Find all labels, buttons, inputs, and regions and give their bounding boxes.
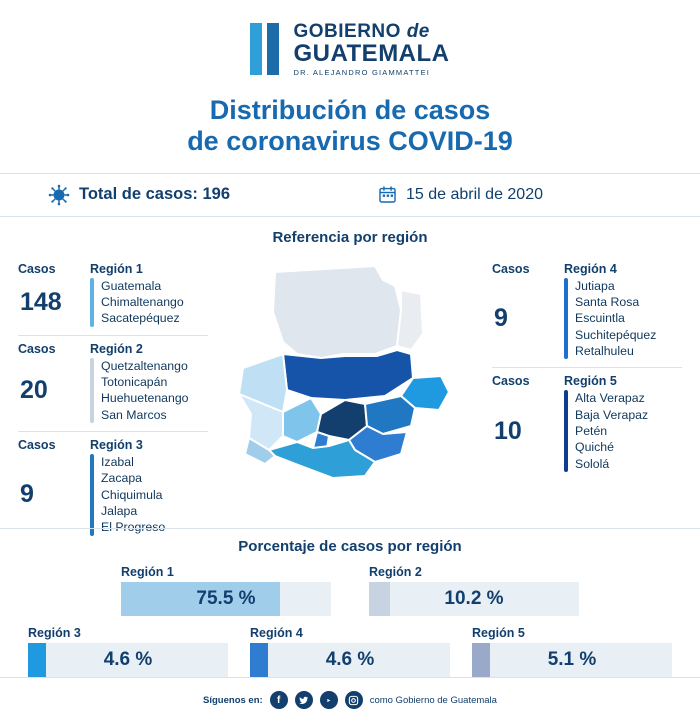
region-cases-4: 9 xyxy=(494,303,508,332)
percent-row-1 xyxy=(0,565,700,616)
region-color-1 xyxy=(90,278,94,327)
percent-label-3: Región 3 xyxy=(28,625,81,640)
region-column-left xyxy=(18,256,208,542)
logo-gobierno: GOBIERNO xyxy=(293,21,401,42)
region-name-3: Región 3 xyxy=(90,438,143,452)
twitter-icon[interactable] xyxy=(295,691,313,709)
department-item: Quetzaltenango xyxy=(101,358,188,373)
calendar-icon xyxy=(378,185,397,204)
department-item: Retalhuleu xyxy=(575,343,634,358)
department-item: Sacatepéquez xyxy=(101,311,180,326)
casos-label-2: Casos xyxy=(18,341,56,356)
percent-value-4: 4.6 % xyxy=(325,648,375,670)
region-cases-3: 9 xyxy=(20,480,34,509)
footer xyxy=(0,677,700,723)
percent-item-region-2 xyxy=(369,565,579,616)
summary-bar xyxy=(0,173,700,217)
reference-section xyxy=(0,246,700,535)
guatemala-map xyxy=(225,250,475,518)
department-item: Zacapa xyxy=(101,471,143,486)
department-item: Alta Verapaz xyxy=(575,391,645,406)
percent-item-region-3 xyxy=(28,626,228,677)
page-title-line-1: Distribución de casos xyxy=(209,94,491,125)
percent-label-1: Región 1 xyxy=(121,564,174,579)
percent-track-3 xyxy=(28,643,228,677)
department-item: Jutiapa xyxy=(575,278,615,293)
department-item: Quiché xyxy=(575,440,614,455)
percent-value-2: 10.2 % xyxy=(444,587,504,609)
logo-line-1 xyxy=(293,22,449,41)
region-color-5 xyxy=(564,390,568,472)
percent-value-1: 75.5 % xyxy=(196,587,256,609)
region-departments-4 xyxy=(575,278,656,360)
department-item: Escuintla xyxy=(575,311,625,326)
region-departments-2 xyxy=(101,358,189,423)
region-departments-1 xyxy=(101,278,184,327)
percent-item-region-4 xyxy=(250,626,450,677)
page-title xyxy=(0,95,700,157)
region-name-2: Región 2 xyxy=(90,341,143,356)
percent-value-5: 5.1 % xyxy=(547,648,597,670)
brand-logo xyxy=(0,0,700,77)
map-region-peten xyxy=(273,266,401,358)
footer-account-label: como Gobierno de Guatemala xyxy=(369,694,497,706)
logo-president: DR. ALEJANDRO GIAMMATTEI xyxy=(293,68,431,77)
reference-section-title: Referencia por región xyxy=(272,228,428,246)
percent-track-4 xyxy=(250,643,450,677)
region-name-1: Región 1 xyxy=(90,261,143,276)
follow-label: Síguenos en: xyxy=(203,694,263,706)
region-color-3 xyxy=(90,454,94,536)
percent-item-region-1 xyxy=(121,565,331,616)
department-item: Suchitepéquez xyxy=(575,327,657,342)
casos-label-4: Casos xyxy=(492,261,530,276)
youtube-icon[interactable] xyxy=(320,691,338,709)
department-item: Santa Rosa xyxy=(575,294,640,309)
report-date-group xyxy=(350,185,700,204)
percent-label-2: Región 2 xyxy=(369,564,422,579)
total-cases-label: Total de casos: 196 xyxy=(79,185,231,204)
map-region-norte xyxy=(283,350,413,400)
percent-section-title: Porcentaje de casos por región xyxy=(238,537,462,555)
percent-row-2 xyxy=(0,626,700,677)
department-item: Jalapa xyxy=(101,504,138,519)
virus-icon xyxy=(48,184,70,206)
department-item: Huehuetenango xyxy=(101,391,189,406)
region-cases-2: 20 xyxy=(20,375,48,404)
region-block-3 xyxy=(18,432,208,542)
percent-chart xyxy=(0,528,700,673)
logo-de: de xyxy=(406,21,430,42)
region-departments-3 xyxy=(101,454,165,536)
department-item: San Marcos xyxy=(101,407,167,422)
region-departments-5 xyxy=(575,390,648,472)
region-block-5 xyxy=(492,368,682,478)
instagram-icon[interactable] xyxy=(345,691,363,709)
map-region-belize xyxy=(397,290,423,350)
region-color-4 xyxy=(564,278,568,360)
department-item: Totonicapán xyxy=(101,374,168,389)
region-color-2 xyxy=(90,358,94,423)
region-cases-5: 10 xyxy=(494,416,522,445)
department-item: El Progreso xyxy=(101,520,166,535)
department-item: Sololá xyxy=(575,456,610,471)
report-date: 15 de abril de 2020 xyxy=(406,185,543,203)
total-cases-group xyxy=(0,184,350,206)
percent-value-3: 4.6 % xyxy=(103,648,153,670)
region-column-right xyxy=(492,256,682,478)
logo-guatemala: GUATEMALA xyxy=(293,40,450,67)
region-name-4: Región 4 xyxy=(564,261,617,276)
percent-label-4: Región 4 xyxy=(250,625,303,640)
percent-track-5 xyxy=(472,643,672,677)
department-item: Chiquimula xyxy=(101,487,163,502)
page-title-line-2: de coronavirus COVID-19 xyxy=(187,125,513,156)
department-item: Chimaltenango xyxy=(101,294,184,309)
facebook-icon[interactable]: f xyxy=(270,691,288,709)
department-item: Petén xyxy=(575,424,608,438)
percent-label-5: Región 5 xyxy=(472,625,525,640)
department-item: Izabal xyxy=(101,455,134,469)
casos-label-3: Casos xyxy=(18,438,56,452)
region-cases-1: 148 xyxy=(20,287,62,316)
casos-label-5: Casos xyxy=(492,374,530,389)
department-item: Guatemala xyxy=(101,278,162,293)
department-item: Baja Verapaz xyxy=(575,407,649,422)
percent-track-1 xyxy=(121,582,331,616)
region-block-4 xyxy=(492,256,682,366)
region-block-2 xyxy=(18,336,208,429)
region-name-5: Región 5 xyxy=(564,374,617,389)
percent-track-2 xyxy=(369,582,579,616)
percent-item-region-5 xyxy=(472,626,672,677)
logo-bars-icon xyxy=(250,23,279,75)
region-block-1 xyxy=(18,256,208,333)
casos-label-1: Casos xyxy=(18,261,56,276)
